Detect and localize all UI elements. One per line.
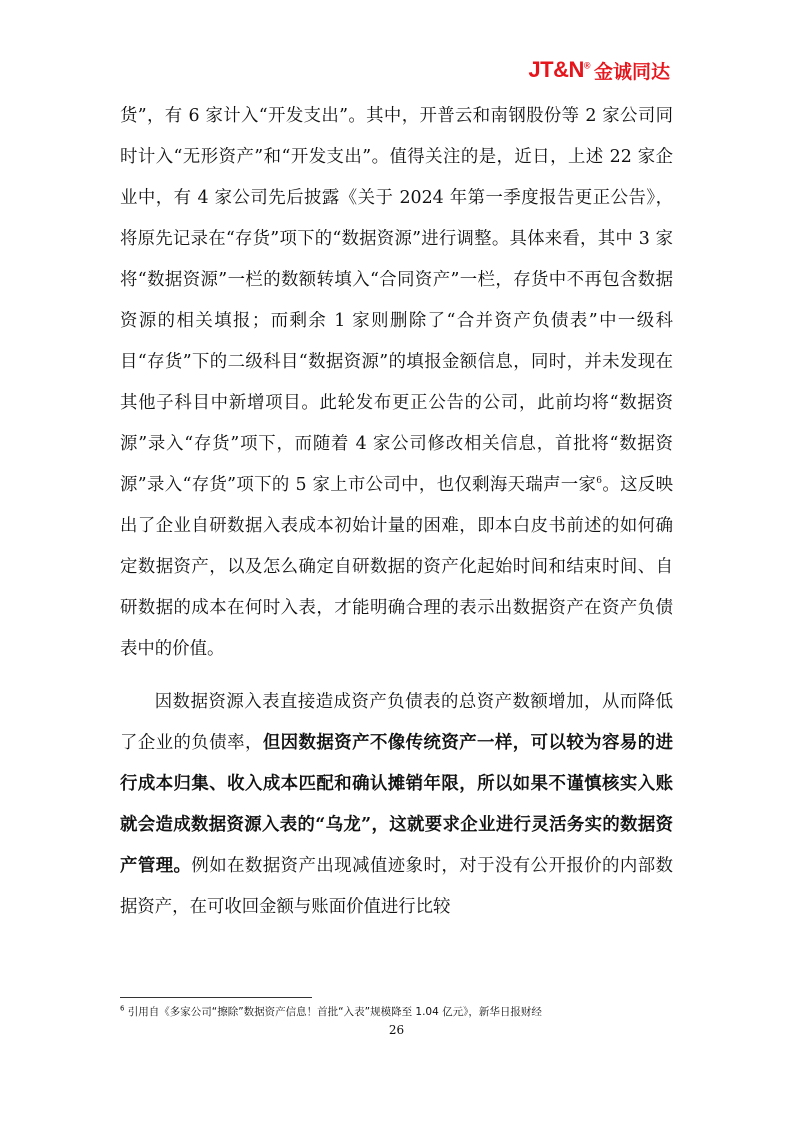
footnote <box>120 1005 680 1019</box>
footnote-divider <box>120 997 312 998</box>
logo-mark: JT&N® <box>528 57 590 82</box>
paragraph-2-intro: 因数据资源入表直接造成资产负债表的总资产数额增加，从而降低了企业的负债率， <box>120 692 673 753</box>
company-logo <box>528 56 670 84</box>
paragraph-2-tail: 例如在数据资产出现减值迹象时，对于没有公开报价的内部数据资产，在可收回金额与账面价值进行比较 <box>120 856 673 917</box>
paragraph-2 <box>120 682 673 928</box>
paragraph-2-bold: 但因数据资产不像传统资产一样，可以较为容易的进行成本归集、收入成本匹配和确认摊销年限，所以如果不谨慎核实入账就会造成数据资源入表的“乌龙”，这就要求企业进行灵活务实的数据资产管理。 <box>120 733 673 876</box>
footnote-mark: 6 <box>120 1004 125 1013</box>
footnote-reference: 6 <box>596 476 603 487</box>
paragraph-1-tail: 。这反映出了企业自研数据入表成本初始计量的困难，即本白皮书前述的如何确定数据资产，以及怎么确定自研数据的资产化起始时间和结束时间、自研数据的成本在何时入表，才能明确合理的表示出数据资产在资产负债表中的价值。 <box>120 475 673 659</box>
paragraph-1-text: 货”，有 6 家计入“开发支出”。其中，开普云和南钢股份等 2 家公司同时计入“无形资产”和“开发支出”。值得关注的是，近日，上述 22 家企业中，有 4 家公司先后披露《关于 2024 年第一季度报告更正公告》，将原先记录在“存货”项下的“数据资源”进行调整。具体来看，其中 3 家将“数据资源”一栏的数额转填入“合同资产”一栏，存货中不再包含数据资源的相关填报；而剩余 1 家则删除了“合并资产负债表”中一级科目“存货”下的二级科目“数据资源”的填报金额信息，同时，并未发现在其他子科目中新增项目。此轮发布更正公告的公司，此前均将“数据资源”录入“存货”项下，而随着 4 家公司修改相关信息，首批将“数据资源”录入“存货”项下的 5 家上市公司中，也仅剩海天瑞声一家 <box>120 106 673 495</box>
logo-text: 金诚同达 <box>593 60 670 83</box>
footnote-text: 引用自《多家公司“擦除”数据资产信息！首批“入表”规模降至 1.04 亿元》，新华日报财经 <box>124 1006 542 1018</box>
page-number: 26 <box>388 1023 405 1037</box>
paragraph-1 <box>120 96 673 670</box>
body-text <box>120 96 673 928</box>
